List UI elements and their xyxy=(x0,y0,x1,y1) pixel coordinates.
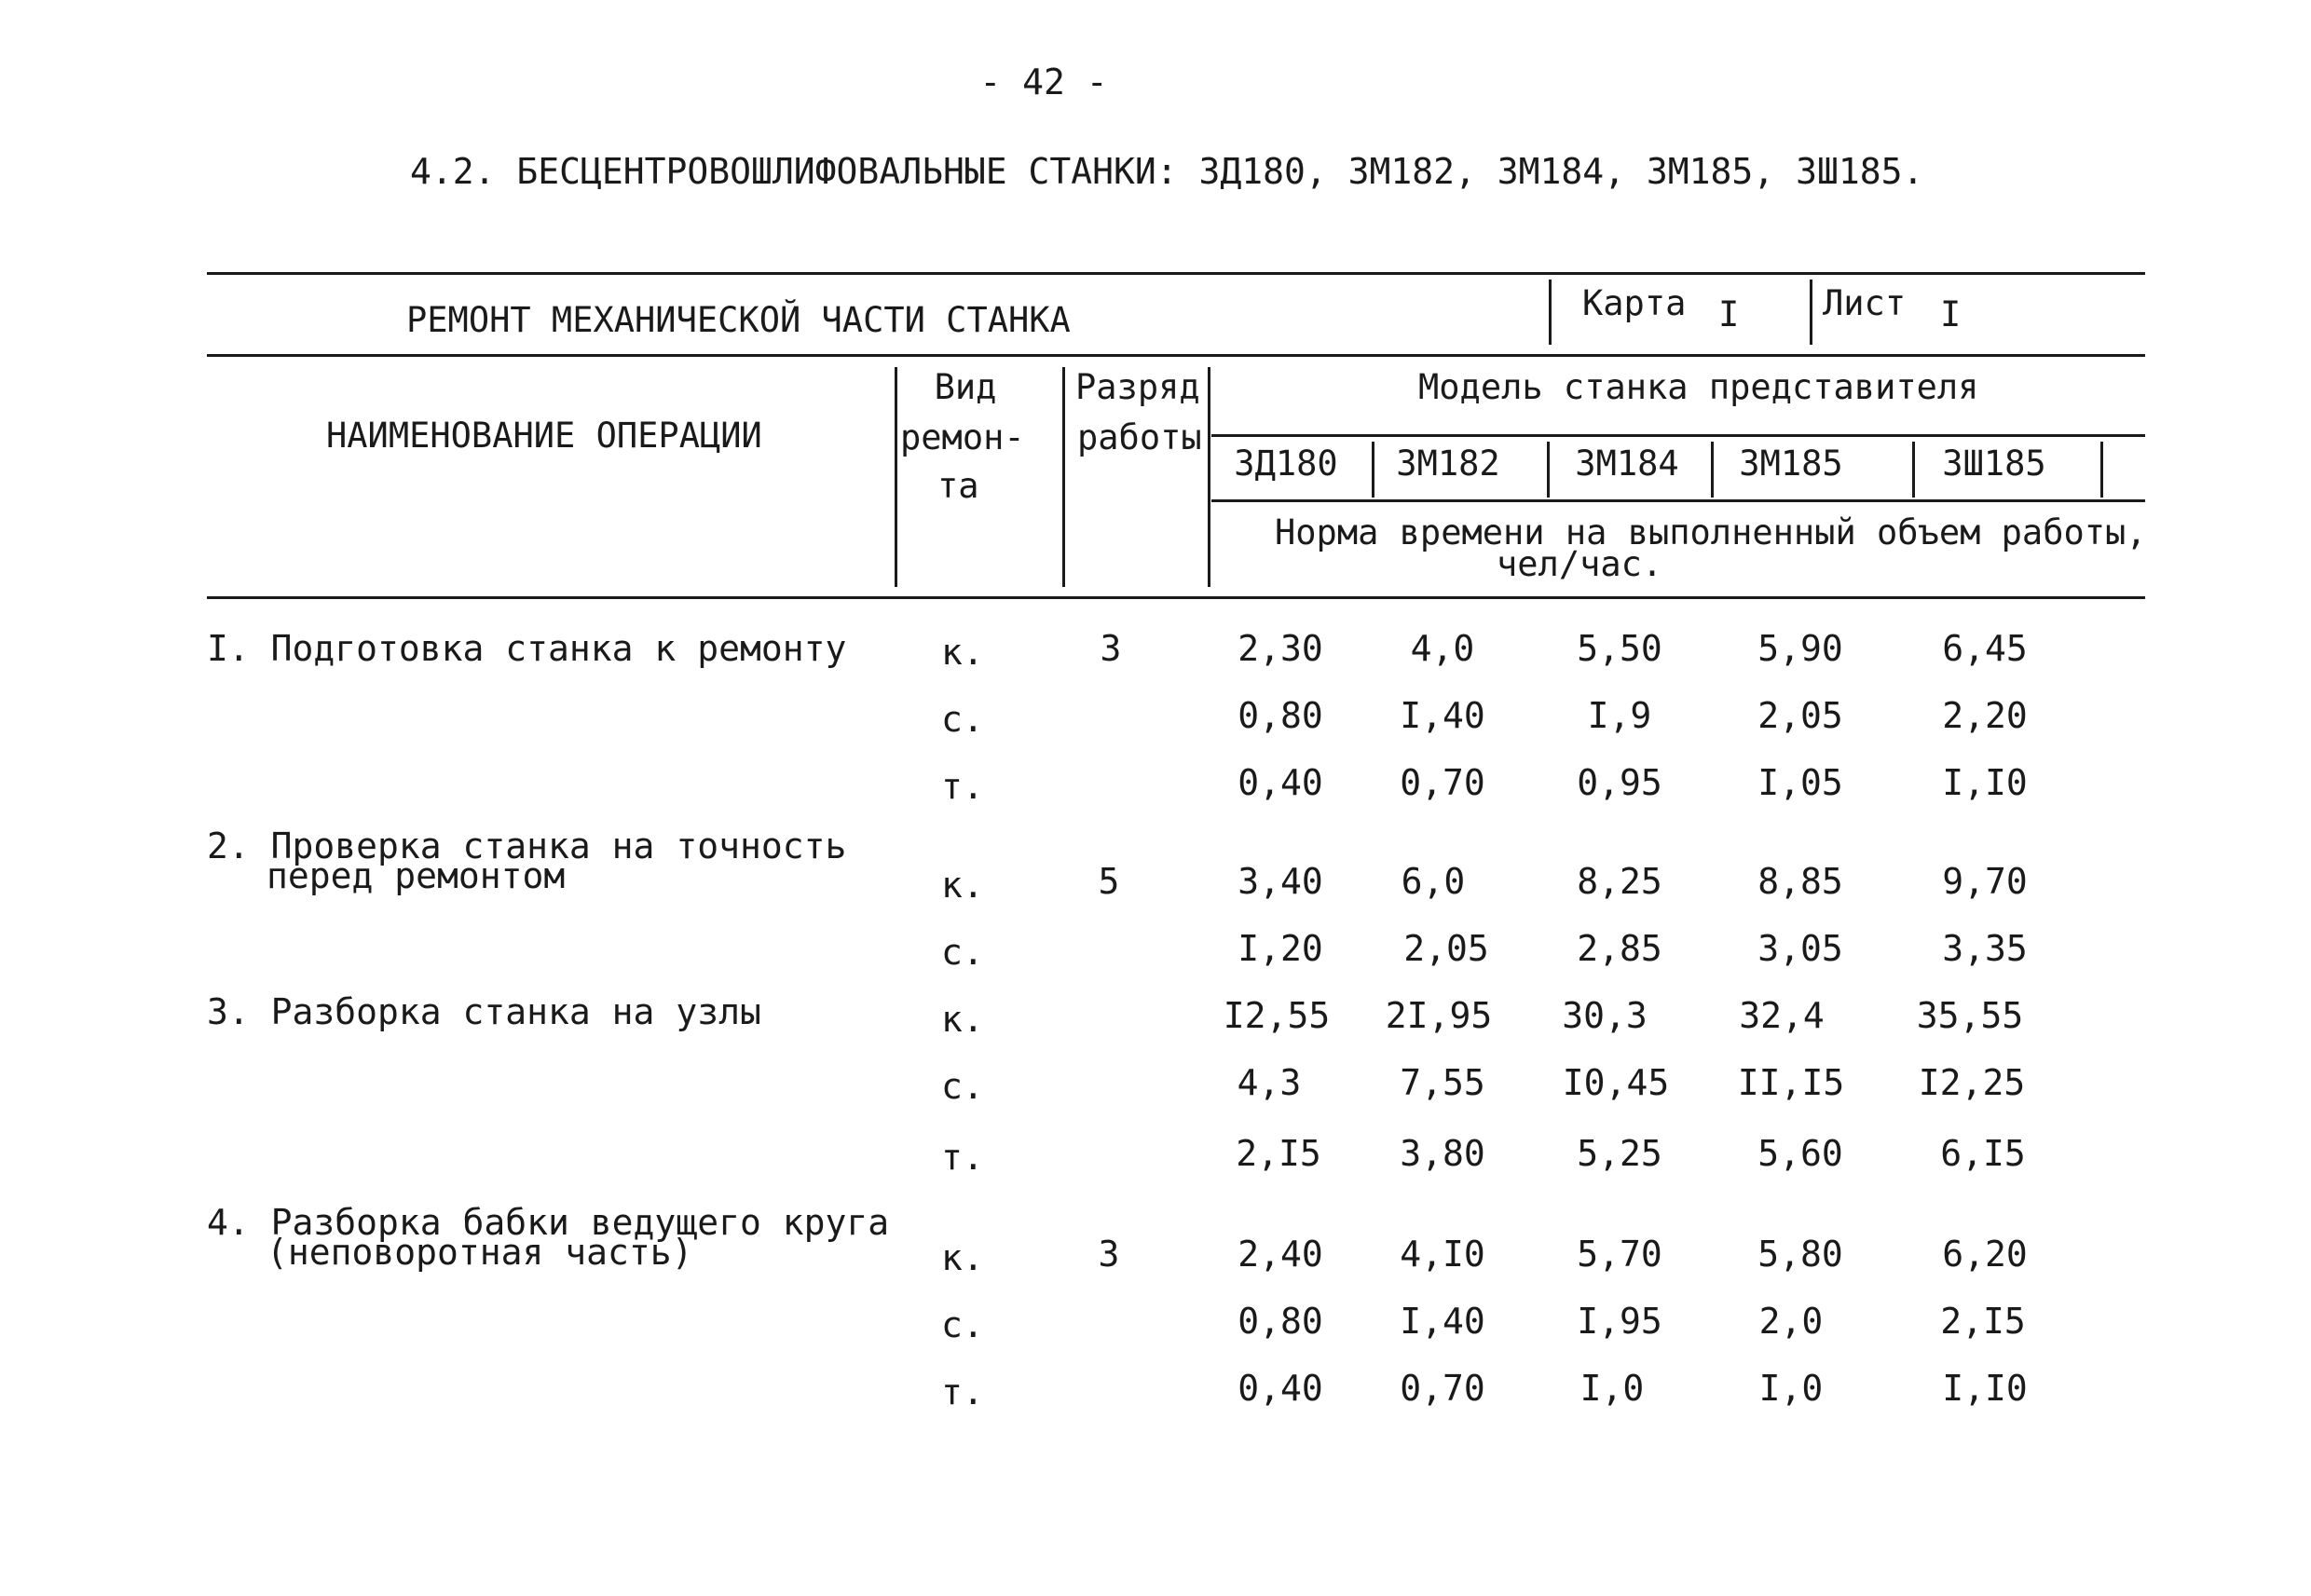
value-3m185: 32,4 xyxy=(1739,995,1825,1036)
col-divider-1 xyxy=(895,367,897,587)
model-2: 3М182 xyxy=(1396,443,1500,484)
model-4: 3М185 xyxy=(1739,443,1843,484)
col-type-header-l3: та xyxy=(937,466,979,506)
value-3m184: 2,85 xyxy=(1577,928,1662,969)
value-3m185: I,0 xyxy=(1758,1368,1824,1409)
col-grade-header-l1: Разряд xyxy=(1075,367,1200,407)
model-divider-3 xyxy=(1711,442,1714,498)
value-3m185: 2,0 xyxy=(1758,1301,1824,1342)
value-3sh185: 6,45 xyxy=(1942,628,2028,669)
value-3m185: 5,60 xyxy=(1757,1133,1843,1174)
repair-type: к. xyxy=(941,1237,984,1278)
value-3m182: 4,0 xyxy=(1410,628,1475,669)
work-grade: 3 xyxy=(1100,628,1122,669)
model-group-header: Модель станка представителя xyxy=(1418,367,1979,407)
value-3sh185: 35,55 xyxy=(1916,995,2024,1036)
value-3m184: 0,95 xyxy=(1577,762,1662,803)
value-3m185: I,05 xyxy=(1757,762,1843,803)
repair-type: с. xyxy=(941,1066,984,1107)
sheet-label: Лист xyxy=(1823,283,1907,323)
value-3m184: I0,45 xyxy=(1562,1062,1670,1103)
value-3m185: 5,90 xyxy=(1757,628,1843,669)
work-grade: 5 xyxy=(1098,861,1120,902)
value-3m182: I,40 xyxy=(1400,695,1485,736)
table-top-rule xyxy=(207,272,2145,275)
value-3m182: I,40 xyxy=(1400,1301,1485,1342)
operation-name: 3. Разборка станка на узлы xyxy=(207,991,761,1032)
model-5: 3Ш185 xyxy=(1942,443,2046,484)
repair-type: к. xyxy=(941,865,984,906)
model-1: 3Д180 xyxy=(1234,443,1338,484)
card-label: Карта xyxy=(1582,283,1687,323)
value-3sh185: 3,35 xyxy=(1942,928,2028,969)
value-3m184: I,0 xyxy=(1579,1368,1645,1409)
value-3sh185: I,I0 xyxy=(1942,1368,2028,1409)
value-3d180: 2,I5 xyxy=(1236,1133,1321,1174)
sheet-value: I xyxy=(1940,294,1962,334)
col-divider-2 xyxy=(1062,367,1065,587)
value-3m185: 5,80 xyxy=(1757,1234,1843,1275)
value-3m184: 30,3 xyxy=(1562,995,1648,1036)
value-3d180: 2,40 xyxy=(1238,1234,1323,1275)
value-3m185: 3,05 xyxy=(1757,928,1843,969)
value-3m185: 2,05 xyxy=(1757,695,1843,736)
value-3sh185: 9,70 xyxy=(1942,861,2028,902)
value-3m184: I,9 xyxy=(1587,695,1652,736)
value-3sh185: 6,20 xyxy=(1942,1234,2028,1275)
value-3sh185: 2,20 xyxy=(1942,695,2028,736)
header-divider-sheet xyxy=(1810,280,1812,345)
value-3sh185: I,I0 xyxy=(1942,762,2028,803)
col-operation-header: НАИМЕНОВАНИЕ ОПЕРАЦИИ xyxy=(326,416,762,456)
value-3d180: 4,3 xyxy=(1237,1062,1302,1103)
value-3m182: 2,05 xyxy=(1403,928,1489,969)
operation-name: 2. Проверка станка на точность xyxy=(207,825,847,866)
value-3m184: I,95 xyxy=(1577,1301,1662,1342)
repair-type: к. xyxy=(941,632,984,673)
card-value: I xyxy=(1718,294,1740,334)
value-3m182: 0,70 xyxy=(1400,762,1485,803)
value-3d180: 2,30 xyxy=(1238,628,1323,669)
value-3m182: 2I,95 xyxy=(1385,995,1493,1036)
operation-name-cont: перед ремонтом xyxy=(267,855,566,896)
value-3sh185: 2,I5 xyxy=(1940,1301,2026,1342)
value-3d180: 0,40 xyxy=(1238,1368,1323,1409)
value-3sh185: I2,25 xyxy=(1918,1062,2026,1103)
col-type-header-l2: ремон- xyxy=(900,417,1025,457)
value-3m184: 5,25 xyxy=(1577,1133,1662,1174)
model-divider-4 xyxy=(1912,442,1915,498)
value-3d180: I,20 xyxy=(1238,928,1323,969)
repair-type: с. xyxy=(941,1304,984,1345)
value-3d180: 0,80 xyxy=(1238,695,1323,736)
value-3m185: II,I5 xyxy=(1737,1062,1845,1103)
value-3m182: 4,I0 xyxy=(1400,1234,1485,1275)
models-bottom-rule xyxy=(1211,499,2145,502)
header-section-label: РЕМОНТ МЕХАНИЧЕСКОЙ ЧАСТИ СТАНКА xyxy=(406,300,1071,340)
repair-type: т. xyxy=(941,1137,984,1178)
value-3m184: 8,25 xyxy=(1577,861,1662,902)
value-3d180: I2,55 xyxy=(1223,995,1331,1036)
value-3m182: 6,0 xyxy=(1401,861,1466,902)
section-title: 4.2. БЕСЦЕНТРОВОШЛИФОВАЛЬНЫЕ СТАНКИ: 3Д180, 3М182, 3М184, 3М185, 3Ш185. xyxy=(410,151,1924,192)
page-number: - 42 - xyxy=(979,61,1108,102)
repair-type: т. xyxy=(941,1371,984,1412)
value-3d180: 0,40 xyxy=(1238,762,1323,803)
repair-type: с. xyxy=(941,932,984,973)
work-grade: 3 xyxy=(1098,1234,1120,1275)
col-type-header-l1: Вид xyxy=(934,367,997,407)
value-3d180: 3,40 xyxy=(1238,861,1323,902)
model-3: 3М184 xyxy=(1575,443,1679,484)
repair-type: т. xyxy=(941,766,984,807)
col-grade-header-l2: работы xyxy=(1077,417,1202,457)
operation-name: 4. Разборка бабки ведущего круга xyxy=(207,1202,890,1243)
norm-header-l1: Норма времени на выполненный объем работы, xyxy=(1275,512,2147,552)
value-3m182: 3,80 xyxy=(1400,1133,1485,1174)
model-divider-2 xyxy=(1547,442,1550,498)
repair-type: к. xyxy=(941,999,984,1040)
value-3m185: 8,85 xyxy=(1757,861,1843,902)
header-divider-card xyxy=(1549,280,1552,345)
operation-name-cont: (неповоротная часть) xyxy=(267,1232,693,1273)
model-divider-1 xyxy=(1372,442,1374,498)
col-divider-3 xyxy=(1208,367,1210,587)
value-3m182: 7,55 xyxy=(1400,1062,1485,1103)
norm-header-l2: чел/час. xyxy=(1497,544,1663,584)
header-bottom-rule xyxy=(207,596,2145,599)
value-3sh185: 6,I5 xyxy=(1940,1133,2026,1174)
model-divider-5 xyxy=(2100,442,2103,498)
value-3m184: 5,70 xyxy=(1577,1234,1662,1275)
operation-name: I. Подготовка станка к ремонту xyxy=(207,628,847,669)
models-top-rule xyxy=(1211,434,2145,437)
header-rule xyxy=(207,354,2145,357)
value-3m182: 0,70 xyxy=(1400,1368,1485,1409)
value-3m184: 5,50 xyxy=(1577,628,1662,669)
repair-type: с. xyxy=(941,699,984,740)
value-3d180: 0,80 xyxy=(1238,1301,1323,1342)
